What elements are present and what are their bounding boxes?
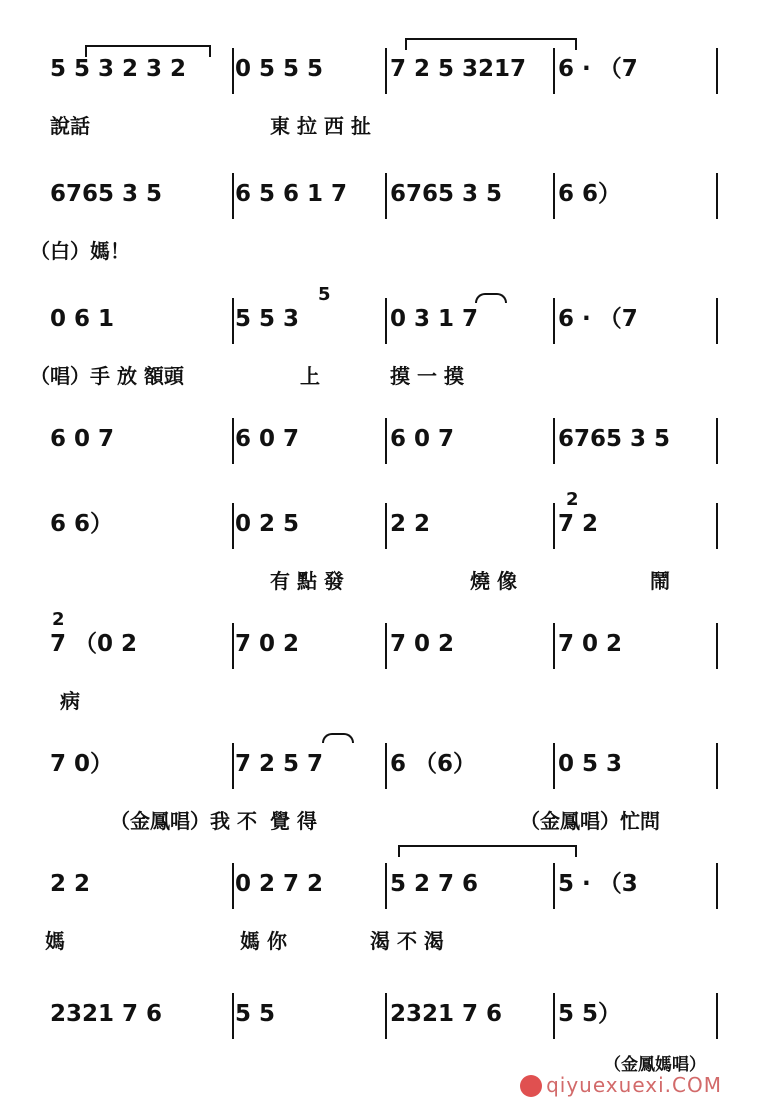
score-line bbox=[0, 609, 760, 723]
barline bbox=[716, 418, 718, 464]
measure-notes: 0 6 1 bbox=[50, 306, 115, 332]
notation-staff bbox=[0, 408, 760, 478]
tie-bracket bbox=[405, 38, 577, 50]
tie-bracket bbox=[85, 45, 211, 57]
measure-notes: 6 0 7 bbox=[235, 426, 300, 452]
measure-notes: 6765 3 5 bbox=[50, 181, 163, 207]
lyric-text: 媽 你 bbox=[240, 929, 287, 953]
measure-notes: 2321 7 6 bbox=[390, 1001, 503, 1027]
notation-staff bbox=[0, 853, 760, 923]
barline bbox=[232, 993, 234, 1039]
lyric-text: 病 bbox=[60, 689, 80, 713]
barline bbox=[385, 298, 387, 344]
tie-bracket bbox=[475, 293, 507, 303]
barline bbox=[385, 993, 387, 1039]
barline bbox=[232, 48, 234, 94]
barline bbox=[232, 298, 234, 344]
barline bbox=[385, 418, 387, 464]
measure-notes: 5 5 3 bbox=[235, 306, 300, 332]
lyrics-line bbox=[0, 360, 760, 394]
lyric-text: 東 拉 西 扯 bbox=[270, 114, 371, 138]
barline bbox=[553, 863, 555, 909]
measure-notes: 7 0 2 bbox=[558, 631, 623, 657]
lyrics-line bbox=[0, 110, 760, 144]
score-line bbox=[0, 489, 760, 603]
barline bbox=[385, 623, 387, 669]
watermark bbox=[520, 1073, 722, 1098]
barline bbox=[716, 48, 718, 94]
barline bbox=[553, 623, 555, 669]
lyric-text: 媽 bbox=[45, 929, 65, 953]
measure-notes: 0 3 1 7 bbox=[390, 306, 479, 332]
measure-notes: 6 · （7 bbox=[558, 56, 638, 82]
barline bbox=[385, 863, 387, 909]
score-line bbox=[0, 733, 760, 843]
lyrics-line bbox=[0, 685, 760, 719]
barline bbox=[716, 503, 718, 549]
barline bbox=[232, 173, 234, 219]
watermark-text: qiyuexuexi.COM bbox=[546, 1072, 722, 1097]
measure-notes: 7 0 2 bbox=[235, 631, 300, 657]
measure-notes: 2321 7 6 bbox=[50, 1001, 163, 1027]
grace-note: 2 bbox=[566, 489, 579, 510]
measure-notes: 0 2 5 bbox=[235, 511, 300, 537]
measure-notes: 6 0 7 bbox=[50, 426, 115, 452]
barline bbox=[553, 503, 555, 549]
barline bbox=[232, 623, 234, 669]
lyrics-line bbox=[0, 235, 760, 269]
measure-notes: 6765 3 5 bbox=[558, 426, 671, 452]
barline bbox=[716, 623, 718, 669]
tie-bracket bbox=[398, 845, 577, 857]
measure-notes: 5 5 bbox=[235, 1001, 276, 1027]
lyric-text: 燒 像 bbox=[470, 569, 517, 593]
lyric-text: 鬧 bbox=[650, 569, 670, 593]
lyric-text: 上 bbox=[300, 364, 320, 388]
barline bbox=[716, 863, 718, 909]
lyric-text: 說話 bbox=[50, 114, 90, 138]
barline bbox=[716, 743, 718, 789]
lyric-text: （金鳳唱）我 不 bbox=[110, 809, 257, 833]
measure-notes: 6 0 7 bbox=[390, 426, 455, 452]
measure-notes: 7 0） bbox=[50, 751, 114, 777]
measure-notes: 5 · （3 bbox=[558, 871, 638, 897]
lyrics-line bbox=[0, 565, 760, 599]
barline bbox=[385, 48, 387, 94]
barline bbox=[553, 48, 555, 94]
barline bbox=[553, 173, 555, 219]
score-line bbox=[0, 853, 760, 963]
grace-note: 5 bbox=[318, 284, 331, 305]
barline bbox=[385, 173, 387, 219]
measure-notes: 5 5 3 2 3 2 bbox=[50, 56, 187, 82]
lyrics-line bbox=[0, 925, 760, 959]
measure-notes: 6 6） bbox=[50, 511, 114, 537]
measure-notes: 6 6） bbox=[558, 181, 622, 207]
measure-notes: 7 2 bbox=[558, 511, 599, 537]
grace-note: 2 bbox=[52, 609, 65, 630]
watermark-logo-icon bbox=[520, 1075, 542, 1097]
notation-staff bbox=[0, 983, 760, 1053]
notation-staff bbox=[0, 609, 760, 683]
measure-notes: 6 （6） bbox=[390, 751, 477, 777]
measure-notes: 2 2 bbox=[50, 871, 91, 897]
barline bbox=[232, 743, 234, 789]
measure-notes: 6 5 6 1 7 bbox=[235, 181, 348, 207]
lyric-text: 問 bbox=[640, 809, 660, 833]
measure-notes: 7 （0 2 bbox=[50, 631, 138, 657]
barline bbox=[232, 503, 234, 549]
measure-notes: 0 2 7 2 bbox=[235, 871, 324, 897]
measure-notes: 0 5 5 5 bbox=[235, 56, 324, 82]
barline bbox=[716, 298, 718, 344]
lyrics-line bbox=[0, 805, 760, 839]
barline bbox=[385, 743, 387, 789]
score-line bbox=[0, 284, 760, 398]
tie-bracket bbox=[322, 733, 354, 743]
score-line bbox=[0, 163, 760, 273]
lyric-text: 有 點 發 bbox=[270, 569, 344, 593]
measure-notes: 2 2 bbox=[390, 511, 431, 537]
measure-notes: 6765 3 5 bbox=[390, 181, 503, 207]
measure-notes: 0 5 3 bbox=[558, 751, 623, 777]
lyric-text: （白）媽！ bbox=[30, 239, 130, 263]
barline bbox=[232, 418, 234, 464]
notation-staff bbox=[0, 284, 760, 358]
singer-credit: （金鳳媽唱） bbox=[604, 1055, 706, 1075]
lyric-text: 渴 不 渴 bbox=[370, 929, 444, 953]
measure-notes: 5 5） bbox=[558, 1001, 622, 1027]
barline bbox=[716, 993, 718, 1039]
notation-staff bbox=[0, 489, 760, 563]
lyric-text: 覺 得 bbox=[270, 809, 317, 833]
lyric-text: （唱）手 放 額頭 bbox=[30, 364, 184, 388]
measure-notes: 7 2 5 7 bbox=[235, 751, 324, 777]
barline bbox=[553, 743, 555, 789]
barline bbox=[385, 503, 387, 549]
notation-staff bbox=[0, 163, 760, 233]
barline bbox=[553, 993, 555, 1039]
notation-staff bbox=[0, 733, 760, 803]
barline bbox=[232, 863, 234, 909]
measure-notes: 6 · （7 bbox=[558, 306, 638, 332]
barline bbox=[716, 173, 718, 219]
measure-notes: 5 2 7 6 bbox=[390, 871, 479, 897]
lyric-text: （金鳳唱）忙 bbox=[520, 809, 640, 833]
measure-notes: 7 0 2 bbox=[390, 631, 455, 657]
barline bbox=[553, 298, 555, 344]
measure-notes: 7 2 5 3217 bbox=[390, 56, 527, 82]
lyric-text: 摸 一 摸 bbox=[390, 364, 464, 388]
barline bbox=[553, 418, 555, 464]
